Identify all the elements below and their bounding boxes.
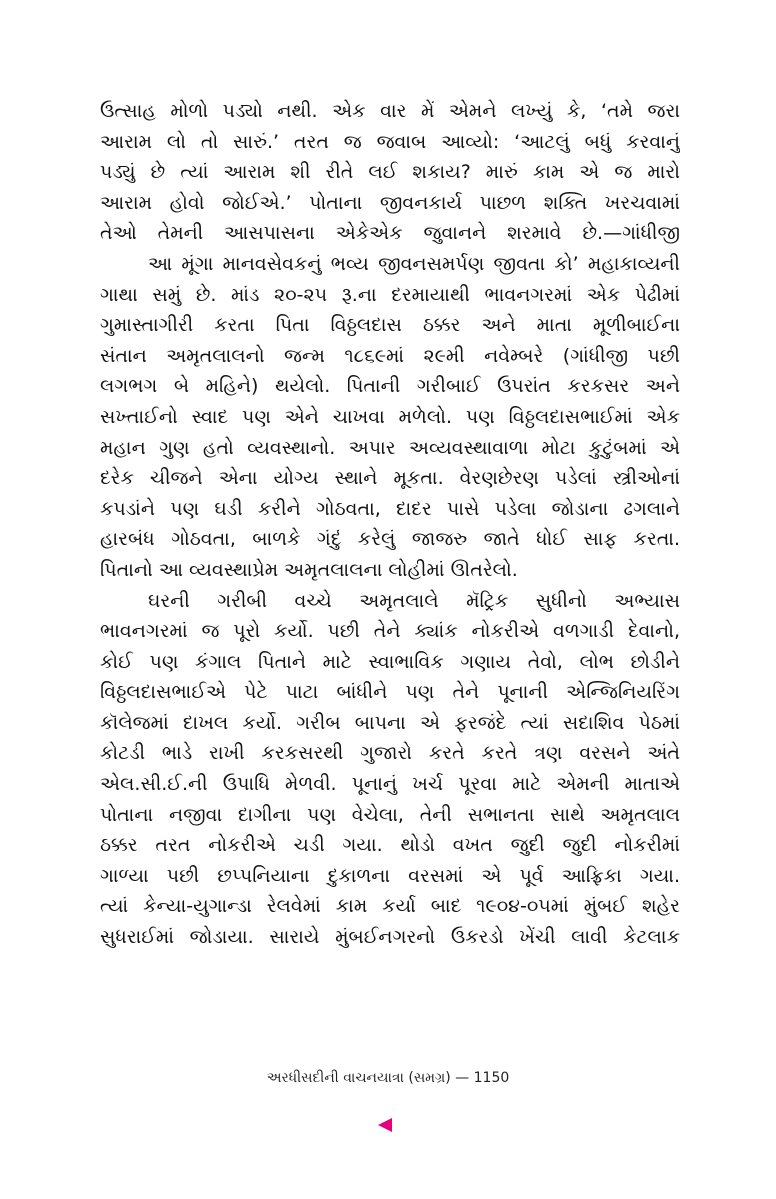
text-line: લગભગ બે મહિને) થયેલો. પિતાની ગરીબાઈ ઉપરાંત કરકસર અને <box>100 375 680 398</box>
text-line: ભાવનગરમાં જ પૂરો કર્યો. પછી તેને ક્યાંક નોકરીએ વળગાડી દેવાનો, <box>100 620 680 643</box>
text-line: ગુમાસ્તાગીરી કરતા પિતા વિઠ્ઠલદાસ ઠક્કર અને માતા મૂળીબાઈના <box>100 314 680 337</box>
text-line: ગાળ્યા પછી છપ્પનિયાના દુકાળના વરસમાં એ પૂર્વ આફ્રિકા ગયા. <box>100 864 680 887</box>
text-line: પોતાના નજીવા દાગીના પણ વેચેલા, તેની સભાનતા સાથે અમૃતલાલ <box>100 803 680 826</box>
text-line: વિઠ્ઠલદાસભાઈએ પેટે પાટા બાંધીને પણ તેને પૂનાની એન્જિનિયરિંગ <box>100 681 680 704</box>
text-line: કોઈ પણ કંગાલ પિતાને માટે સ્વાભાવિક ગણાય તેવો, લોભ છોડીને <box>100 650 680 673</box>
text-line: ઘરની ગરીબી વચ્ચે અમૃતલાલે મૅટ્રિક સુધીનો અભ્યાસ <box>148 589 680 612</box>
text-line: સખ્તાઈનો સ્વાદ પણ એને ચાખવા મળેલો. પણ વિઠ્ઠલદાસભાઈમાં એક <box>100 405 680 428</box>
text-line: સંતાન અમૃતલાલનો જન્મ ૧૮૬૯માં ૨૯મી નવેમ્બરે (ગાંધીજી પછી <box>100 344 680 367</box>
text-line: કોટડી ભાડે રાખી કરકસરથી ગુજારો કરતે કરતે ત્રણ વરસને અંતે <box>100 742 680 765</box>
text-line: આરામ લો તો સારું.’ તરત જ જવાબ આવ્યો: ‘આટલું બધું કરવાનું <box>100 130 680 153</box>
text-line: ઉત્સાહ મોળો પડ્યો નથી. એક વાર મેં એમને લખ્યું કે, ‘તમે જરા <box>100 100 680 122</box>
text-line: ઠક્કર તરત નોકરીએ ચડી ગયા. થોડો વખત જુદી જુદી નોકરીમાં <box>100 834 680 857</box>
left-triangle-icon[interactable] <box>378 1118 392 1132</box>
text-line: હારબંધ ગોઠવતા, બાળકે ગંદું કરેલું જાજરુ જાતે ધોઈ સાફ કરતા. <box>100 528 680 551</box>
page-footer: અરધીસદીની વાચનયાત્રા (સમગ્ર) — 1150 <box>266 1070 510 1086</box>
text-line: તેઓ તેમની આસપાસના એકેએક જુવાનને શરમાવે છે.—ગાંધીજી <box>100 222 680 245</box>
text-line: કૉલેજમાં દાખલ કર્યો. ગરીબ બાપના એ ફરજંદે ત્યાં સદાશિવ પેઠમાં <box>100 711 680 734</box>
text-line: મહાન ગુણ હતો વ્યવસ્થાનો. અપાર અવ્યવસ્થાવાળા મોટા કુટુંબમાં એ <box>100 436 680 459</box>
text-line: ત્યાં કેન્યા-યુગાન્ડા રેલવેમાં કામ કર્યા બાદ ૧૯૦૪-૦૫માં મુંબઈ શહેર <box>100 895 680 918</box>
text-line: આ મૂંગા માનવસેવકનું ભવ્ય જીવનસમર્પણ જીવતા કો’ મહાકાવ્યની <box>148 252 680 275</box>
text-line: એલ.સી.ઈ.ની ઉપાધિ મેળવી. પૂનાનું ખર્ચ પૂરવા માટે એમની માતાએ <box>100 773 680 796</box>
text-line: પડ્યું છે ત્યાં આરામ શી રીતે લઈ શકાય? મારું કામ એ જ મારો <box>100 161 680 184</box>
text-line: આરામ હોવો જોઈએ.’ પોતાના જીવનકાર્ય પાછળ શક્તિ ખરચવામાં <box>100 191 680 214</box>
text-line: દરેક ચીજને એના યોગ્ય સ્થાને મૂકતા. વેરણછેરણ પડેલાં સ્ત્રીઓનાં <box>100 467 680 490</box>
body-text <box>100 96 680 953</box>
text-line: કપડાંને પણ ઘડી કરીને ગોઠવતા, દાદર પાસે પડેલા જોડાના ઢગલાને <box>100 497 680 520</box>
text-line: સુધરાઈમાં જોડાયા. સારાયે મુંબઈનગરનો ઉકરડો ખેંચી લાવી કેટલાક <box>100 926 680 949</box>
text-line: ગાથા સમું છે. માંડ ૨૦-૨૫ રૂ.ના દરમાયાથી ભાવનગરમાં એક પેઢીમાં <box>100 283 680 306</box>
text-line: પિતાનો આ વ્યવસ્થાપ્રેમ અમૃતલાલના લોહીમાં ઊતરેલો. <box>100 558 518 581</box>
